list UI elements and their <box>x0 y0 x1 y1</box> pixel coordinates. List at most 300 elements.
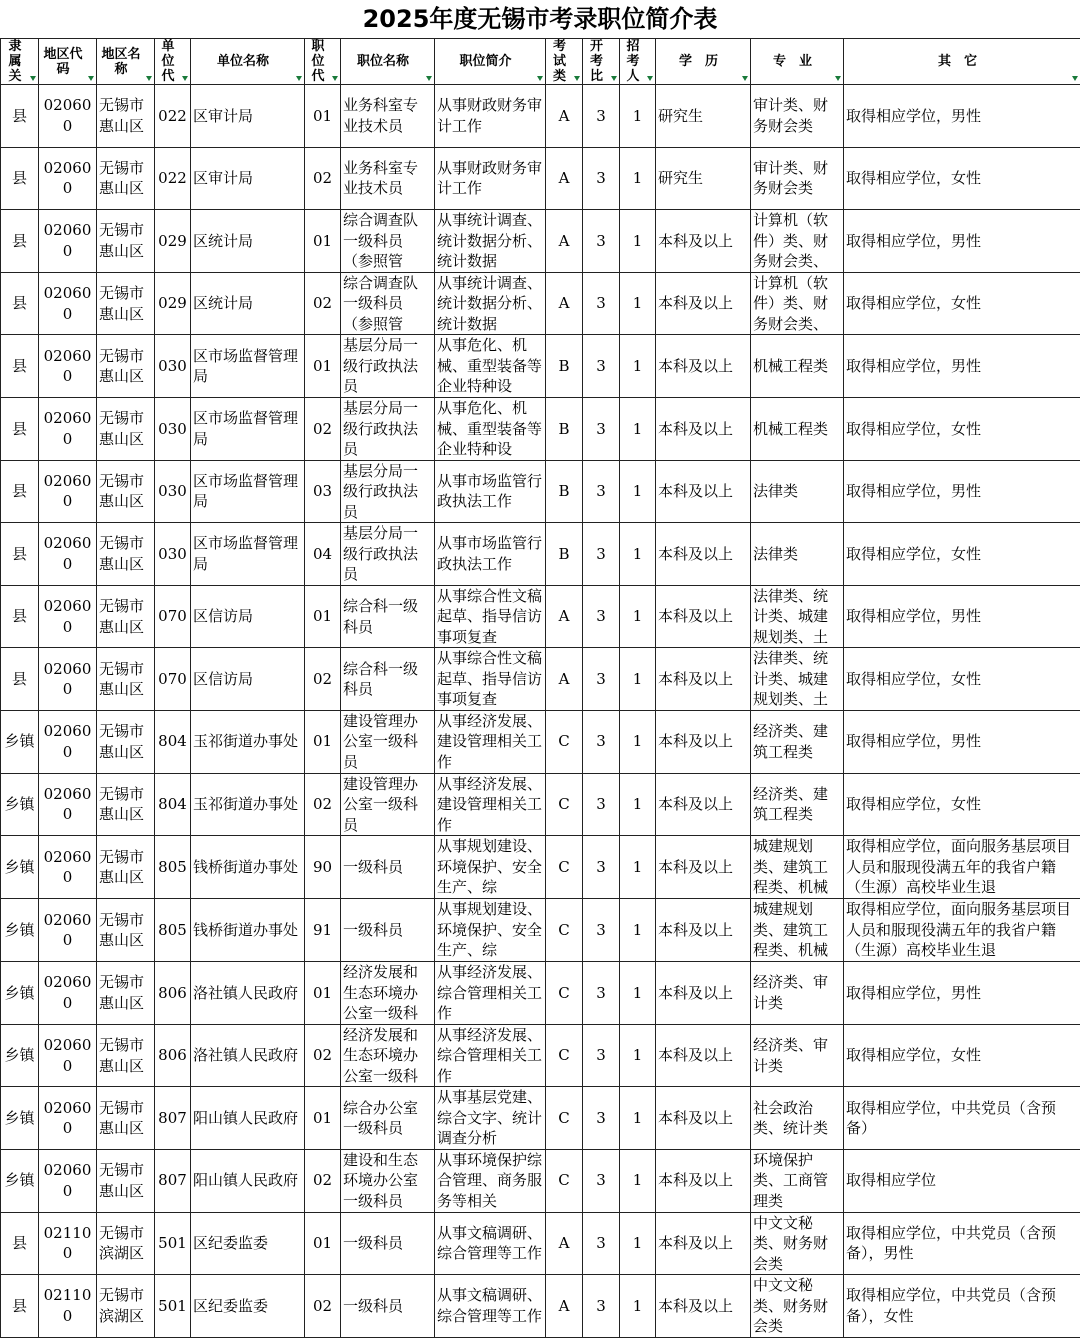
cell-affiliation <box>1 773 39 836</box>
cell-text: 从事统计调查、统计数据分析、统计数据 <box>437 210 543 272</box>
cell-text: 区纪委监委 <box>193 1233 302 1254</box>
cell-text: 020600 <box>41 1160 94 1201</box>
col-header-label: 其 它 <box>846 54 1078 69</box>
cell-text: 取得相应学位，女性 <box>846 293 1078 314</box>
cell-region-code <box>39 272 97 335</box>
cell-text: 经济类、建筑工程类 <box>753 721 841 762</box>
cell-major <box>751 585 844 648</box>
cell-affiliation <box>1 1087 39 1150</box>
cell-text: 1 <box>622 419 653 440</box>
cell-unit-code <box>155 1024 191 1087</box>
cell-major <box>751 147 844 210</box>
cell-text: 020600 <box>41 471 94 512</box>
cell-text: 1 <box>622 1045 653 1066</box>
cell-text: 从事综合性文稿起草、指导信访事项复查 <box>437 586 543 648</box>
cell-text: 1 <box>622 1233 653 1254</box>
cell-major <box>751 523 844 586</box>
filter-dropdown-icon[interactable] <box>645 74 654 83</box>
cell-text: 综合科一级科员 <box>343 659 432 700</box>
table-row <box>1 1275 1080 1338</box>
cell-text: 本科及以上 <box>658 731 748 752</box>
cell-text: 无锡市惠山区 <box>99 910 152 951</box>
cell-text: 1 <box>622 356 653 377</box>
table-row <box>1 210 1080 273</box>
cell-text: 区信访局 <box>193 669 302 690</box>
cell-text: 020600 <box>41 346 94 387</box>
cell-major <box>751 1275 844 1338</box>
cell-position-code <box>305 523 341 586</box>
cell-other <box>844 585 1080 648</box>
cell-affiliation <box>1 272 39 335</box>
table-row <box>1 962 1080 1025</box>
cell-affiliation <box>1 585 39 648</box>
cell-text: 806 <box>157 1045 188 1066</box>
filter-dropdown-icon[interactable] <box>609 74 618 83</box>
col-header-other <box>844 39 1080 85</box>
cell-text: C <box>548 1170 580 1191</box>
cell-text: 3 <box>585 1045 617 1066</box>
cell-affiliation <box>1 210 39 273</box>
cell-region-name <box>97 397 155 460</box>
cell-exam-type <box>546 1149 583 1212</box>
cell-region-code <box>39 1024 97 1087</box>
cell-other <box>844 710 1080 773</box>
cell-text: 县 <box>3 231 36 252</box>
cell-education <box>656 585 751 648</box>
cell-text: 3 <box>585 1170 617 1191</box>
cell-exam-type <box>546 648 583 711</box>
cell-text: 取得相应学位，女性 <box>846 544 1078 565</box>
cell-text: 本科及以上 <box>658 356 748 377</box>
cell-position-summary <box>435 523 546 586</box>
cell-other <box>844 335 1080 398</box>
cell-other <box>844 460 1080 523</box>
cell-text: 从事基层党建、综合文字、统计调查分析 <box>437 1087 543 1149</box>
cell-text: 无锡市惠山区 <box>99 659 152 700</box>
cell-text: 3 <box>585 356 617 377</box>
filter-dropdown-icon[interactable] <box>294 74 303 83</box>
cell-exam-type <box>546 1024 583 1087</box>
cell-text: 020600 <box>41 596 94 637</box>
cell-recruit-count <box>620 397 656 460</box>
cell-text: 业务科室专业技术员 <box>343 158 432 199</box>
cell-text: 一级科员 <box>343 920 432 941</box>
cell-text: 中文文秘类、财务财会类 <box>753 1213 841 1275</box>
cell-text: 经济发展和生态环境办公室一级科 <box>343 962 432 1024</box>
filter-dropdown-icon[interactable] <box>86 74 95 83</box>
cell-text: 城建规划类、建筑工程类、机械 <box>753 836 841 898</box>
cell-other <box>844 1212 1080 1275</box>
cell-ratio <box>583 710 620 773</box>
cell-recruit-count <box>620 85 656 148</box>
cell-region-name <box>97 1149 155 1212</box>
cell-text: 无锡市惠山区 <box>99 471 152 512</box>
cell-education <box>656 1212 751 1275</box>
cell-other <box>844 962 1080 1025</box>
col-header-label: 职位名称 <box>343 54 432 69</box>
cell-ratio <box>583 335 620 398</box>
cell-text: 基层分局一级行政执法员 <box>343 523 432 585</box>
cell-unit-code <box>155 85 191 148</box>
cell-region-name <box>97 962 155 1025</box>
cell-position-name <box>341 1149 435 1212</box>
cell-position-summary <box>435 710 546 773</box>
cell-text: 02 <box>307 794 338 815</box>
cell-text: 从事经济发展、建设管理相关工作 <box>437 774 543 836</box>
col-header-major <box>751 39 844 85</box>
cell-text: 计算机（软件）类、财务财会类、 <box>753 273 841 335</box>
cell-text: 基层分局一级行政执法员 <box>343 335 432 397</box>
page-title: 2025年度无锡市考录职位简介表 <box>0 0 1080 38</box>
cell-text: 01 <box>307 1108 338 1129</box>
cell-text: 070 <box>157 606 188 627</box>
cell-text: C <box>548 857 580 878</box>
cell-text: 钱桥街道办事处 <box>193 920 302 941</box>
cell-text: 中文文秘类、财务财会类 <box>753 1275 841 1337</box>
cell-text: 乡镇 <box>3 794 36 815</box>
cell-exam-type <box>546 335 583 398</box>
cell-text: 01 <box>307 983 338 1004</box>
cell-ratio <box>583 85 620 148</box>
table-row <box>1 710 1080 773</box>
cell-text: 洛社镇人民政府 <box>193 983 302 1004</box>
cell-text: 洛社镇人民政府 <box>193 1045 302 1066</box>
cell-unit-name <box>191 85 305 148</box>
cell-position-summary <box>435 272 546 335</box>
table-row <box>1 1212 1080 1275</box>
cell-text: 从事规划建设、环境保护、安全生产、综 <box>437 899 543 961</box>
cell-ratio <box>583 1212 620 1275</box>
cell-affiliation <box>1 460 39 523</box>
cell-education <box>656 460 751 523</box>
cell-position-code <box>305 1087 341 1150</box>
cell-text: 1 <box>622 857 653 878</box>
cell-text: 审计类、财务财会类 <box>753 158 841 199</box>
cell-text: 县 <box>3 544 36 565</box>
cell-text: 综合办公室一级科员 <box>343 1098 432 1139</box>
cell-other <box>844 1087 1080 1150</box>
cell-text: 从事危化、机械、重型装备等企业特种设 <box>437 335 543 397</box>
filter-dropdown-icon[interactable] <box>424 74 433 83</box>
cell-text: 本科及以上 <box>658 1045 748 1066</box>
cell-text: 806 <box>157 983 188 1004</box>
cell-text: 3 <box>585 920 617 941</box>
col-header-position-name <box>341 39 435 85</box>
cell-text: 无锡市惠山区 <box>99 95 152 136</box>
cell-text: A <box>548 669 580 690</box>
cell-position-name <box>341 210 435 273</box>
cell-text: 804 <box>157 731 188 752</box>
cell-text: 区市场监督管理局 <box>193 471 302 512</box>
cell-unit-name <box>191 836 305 899</box>
filter-dropdown-icon[interactable] <box>144 74 153 83</box>
cell-region-code <box>39 210 97 273</box>
cell-text: 从事市场监管行政执法工作 <box>437 533 543 574</box>
cell-text: 取得相应学位，男性 <box>846 731 1078 752</box>
cell-recruit-count <box>620 773 656 836</box>
cell-text: 县 <box>3 1296 36 1317</box>
cell-region-name <box>97 710 155 773</box>
cell-region-code <box>39 1087 97 1150</box>
cell-text: 3 <box>585 419 617 440</box>
cell-exam-type <box>546 272 583 335</box>
cell-education <box>656 836 751 899</box>
cell-text: 经济类、审计类 <box>753 1035 841 1076</box>
cell-unit-name <box>191 773 305 836</box>
cell-position-code <box>305 210 341 273</box>
cell-region-name <box>97 335 155 398</box>
cell-position-code <box>305 1275 341 1338</box>
cell-text: 从事市场监管行政执法工作 <box>437 471 543 512</box>
cell-position-code <box>305 710 341 773</box>
cell-ratio <box>583 1024 620 1087</box>
col-header-region-code <box>39 39 97 85</box>
cell-text: 综合科一级科员 <box>343 596 432 637</box>
cell-ratio <box>583 523 620 586</box>
col-header-label: 地区代码 <box>41 47 94 77</box>
cell-major <box>751 836 844 899</box>
cell-text: A <box>548 106 580 127</box>
cell-region-name <box>97 147 155 210</box>
cell-region-code <box>39 1275 97 1338</box>
cell-text: 022 <box>157 106 188 127</box>
cell-text: 从事经济发展、建设管理相关工作 <box>437 711 543 773</box>
table-row <box>1 648 1080 711</box>
filter-dropdown-icon[interactable] <box>180 74 189 83</box>
cell-recruit-count <box>620 1087 656 1150</box>
cell-text: 020600 <box>41 283 94 324</box>
filter-dropdown-icon[interactable] <box>330 74 339 83</box>
cell-position-code <box>305 397 341 460</box>
cell-text: 3 <box>585 857 617 878</box>
cell-text: 501 <box>157 1296 188 1317</box>
cell-text: 3 <box>585 106 617 127</box>
cell-position-summary <box>435 648 546 711</box>
cell-region-name <box>97 648 155 711</box>
cell-text: 取得相应学位，面向服务基层项目人员和服现役满五年的我省户籍（生源）高校毕业生退 <box>846 836 1078 898</box>
filter-dropdown-icon[interactable] <box>1070 74 1079 83</box>
cell-position-name <box>341 836 435 899</box>
cell-text: 乡镇 <box>3 983 36 1004</box>
cell-unit-name <box>191 397 305 460</box>
cell-text: 3 <box>585 669 617 690</box>
cell-text: 区统计局 <box>193 231 302 252</box>
cell-text: C <box>548 1045 580 1066</box>
cell-text: 取得相应学位，男性 <box>846 356 1078 377</box>
cell-text: 02 <box>307 1170 338 1191</box>
cell-other <box>844 210 1080 273</box>
cell-text: 乡镇 <box>3 1045 36 1066</box>
cell-text: 无锡市滨湖区 <box>99 1223 152 1264</box>
cell-text: 法律类 <box>753 544 841 565</box>
cell-unit-name <box>191 147 305 210</box>
cell-text: 取得相应学位 <box>846 1170 1078 1191</box>
cell-text: 本科及以上 <box>658 544 748 565</box>
cell-unit-code <box>155 585 191 648</box>
cell-text: 取得相应学位，女性 <box>846 419 1078 440</box>
cell-unit-name <box>191 210 305 273</box>
cell-affiliation <box>1 1212 39 1275</box>
col-header-affiliation <box>1 39 39 85</box>
cell-text: 县 <box>3 669 36 690</box>
cell-text: 1 <box>622 168 653 189</box>
cell-position-summary <box>435 1024 546 1087</box>
cell-region-code <box>39 85 97 148</box>
cell-text: 029 <box>157 293 188 314</box>
cell-region-code <box>39 147 97 210</box>
cell-position-summary <box>435 962 546 1025</box>
cell-ratio <box>583 460 620 523</box>
cell-text: 本科及以上 <box>658 481 748 502</box>
cell-major <box>751 1212 844 1275</box>
cell-region-name <box>97 899 155 962</box>
cell-text: 030 <box>157 356 188 377</box>
cell-text: 县 <box>3 419 36 440</box>
cell-text: C <box>548 920 580 941</box>
cell-region-name <box>97 460 155 523</box>
cell-region-code <box>39 773 97 836</box>
cell-text: 030 <box>157 419 188 440</box>
cell-text: B <box>548 419 580 440</box>
cell-unit-name <box>191 648 305 711</box>
cell-recruit-count <box>620 523 656 586</box>
cell-text: A <box>548 606 580 627</box>
cell-text: 020600 <box>41 95 94 136</box>
cell-text: 3 <box>585 731 617 752</box>
cell-text: 区市场监督管理局 <box>193 408 302 449</box>
cell-unit-name <box>191 1275 305 1338</box>
col-header-label: 招考人 <box>622 39 653 84</box>
cell-text: 805 <box>157 920 188 941</box>
cell-text: 从事规划建设、环境保护、安全生产、综 <box>437 836 543 898</box>
cell-recruit-count <box>620 1024 656 1087</box>
cell-text: 本科及以上 <box>658 669 748 690</box>
cell-text: 县 <box>3 1233 36 1254</box>
cell-position-name <box>341 773 435 836</box>
cell-text: A <box>548 293 580 314</box>
cell-text: C <box>548 794 580 815</box>
cell-ratio <box>583 773 620 836</box>
cell-text: 机械工程类 <box>753 356 841 377</box>
cell-text: 取得相应学位，面向服务基层项目人员和服现役满五年的我省户籍（生源）高校毕业生退 <box>846 899 1078 961</box>
cell-text: 无锡市惠山区 <box>99 1035 152 1076</box>
cell-text: 020600 <box>41 784 94 825</box>
cell-text: 3 <box>585 606 617 627</box>
table-row <box>1 147 1080 210</box>
cell-position-code <box>305 836 341 899</box>
cell-affiliation <box>1 397 39 460</box>
filter-dropdown-icon[interactable] <box>535 74 544 83</box>
cell-text: 从事统计调查、统计数据分析、统计数据 <box>437 273 543 335</box>
cell-text: 无锡市惠山区 <box>99 784 152 825</box>
table-row <box>1 1149 1080 1212</box>
cell-text: 02 <box>307 419 338 440</box>
cell-text: 01 <box>307 356 338 377</box>
filter-dropdown-icon[interactable] <box>740 74 749 83</box>
col-header-ratio <box>583 39 620 85</box>
cell-text: 阳山镇人民政府 <box>193 1108 302 1129</box>
cell-text: 乡镇 <box>3 1108 36 1129</box>
cell-text: 取得相应学位，中共党员（含预备），女性 <box>846 1285 1078 1326</box>
cell-exam-type <box>546 210 583 273</box>
positions-table <box>0 38 1080 1338</box>
cell-position-name <box>341 1087 435 1150</box>
cell-text: 县 <box>3 606 36 627</box>
cell-unit-code <box>155 710 191 773</box>
cell-text: B <box>548 481 580 502</box>
cell-major <box>751 773 844 836</box>
cell-text: 无锡市惠山区 <box>99 533 152 574</box>
cell-text: 取得相应学位，中共党员（含预备），男性 <box>846 1223 1078 1264</box>
cell-text: 经济发展和生态环境办公室一级科 <box>343 1025 432 1087</box>
cell-position-name <box>341 585 435 648</box>
cell-text: 021100 <box>41 1223 94 1264</box>
cell-text: 3 <box>585 544 617 565</box>
cell-text: C <box>548 731 580 752</box>
cell-affiliation <box>1 335 39 398</box>
cell-text: 1 <box>622 794 653 815</box>
cell-text: 县 <box>3 356 36 377</box>
filter-dropdown-icon[interactable] <box>833 74 842 83</box>
cell-text: 807 <box>157 1108 188 1129</box>
cell-text: 取得相应学位，中共党员（含预备） <box>846 1098 1078 1139</box>
cell-position-name <box>341 272 435 335</box>
cell-unit-name <box>191 272 305 335</box>
filter-dropdown-icon[interactable] <box>572 74 581 83</box>
cell-text: 本科及以上 <box>658 794 748 815</box>
cell-position-name <box>341 335 435 398</box>
cell-text: 020600 <box>41 1035 94 1076</box>
cell-text: 本科及以上 <box>658 1170 748 1191</box>
table-row <box>1 272 1080 335</box>
cell-text: 取得相应学位，女性 <box>846 1045 1078 1066</box>
cell-text: 县 <box>3 106 36 127</box>
cell-text: 1 <box>622 106 653 127</box>
cell-text: 取得相应学位，男性 <box>846 606 1078 627</box>
cell-text: 3 <box>585 168 617 189</box>
cell-text: 县 <box>3 481 36 502</box>
cell-major <box>751 397 844 460</box>
cell-position-code <box>305 773 341 836</box>
cell-education <box>656 147 751 210</box>
cell-text: 无锡市惠山区 <box>99 1160 152 1201</box>
cell-unit-code <box>155 397 191 460</box>
cell-text: 020600 <box>41 158 94 199</box>
cell-region-code <box>39 460 97 523</box>
cell-unit-code <box>155 272 191 335</box>
cell-text: 070 <box>157 669 188 690</box>
filter-dropdown-icon[interactable] <box>28 74 37 83</box>
cell-affiliation <box>1 1024 39 1087</box>
cell-ratio <box>583 962 620 1025</box>
table-row <box>1 1024 1080 1087</box>
cell-other <box>844 899 1080 962</box>
col-header-label: 开考比 <box>585 39 617 84</box>
cell-education <box>656 1149 751 1212</box>
col-header-education <box>656 39 751 85</box>
cell-text: 基层分局一级行政执法员 <box>343 461 432 523</box>
cell-text: 取得相应学位，男性 <box>846 983 1078 1004</box>
cell-region-code <box>39 836 97 899</box>
cell-affiliation <box>1 962 39 1025</box>
cell-unit-code <box>155 1087 191 1150</box>
cell-text: 01 <box>307 106 338 127</box>
cell-text: 从事经济发展、综合管理相关工作 <box>437 1025 543 1087</box>
cell-unit-name <box>191 585 305 648</box>
cell-exam-type <box>546 773 583 836</box>
cell-position-summary <box>435 210 546 273</box>
col-header-exam-type <box>546 39 583 85</box>
